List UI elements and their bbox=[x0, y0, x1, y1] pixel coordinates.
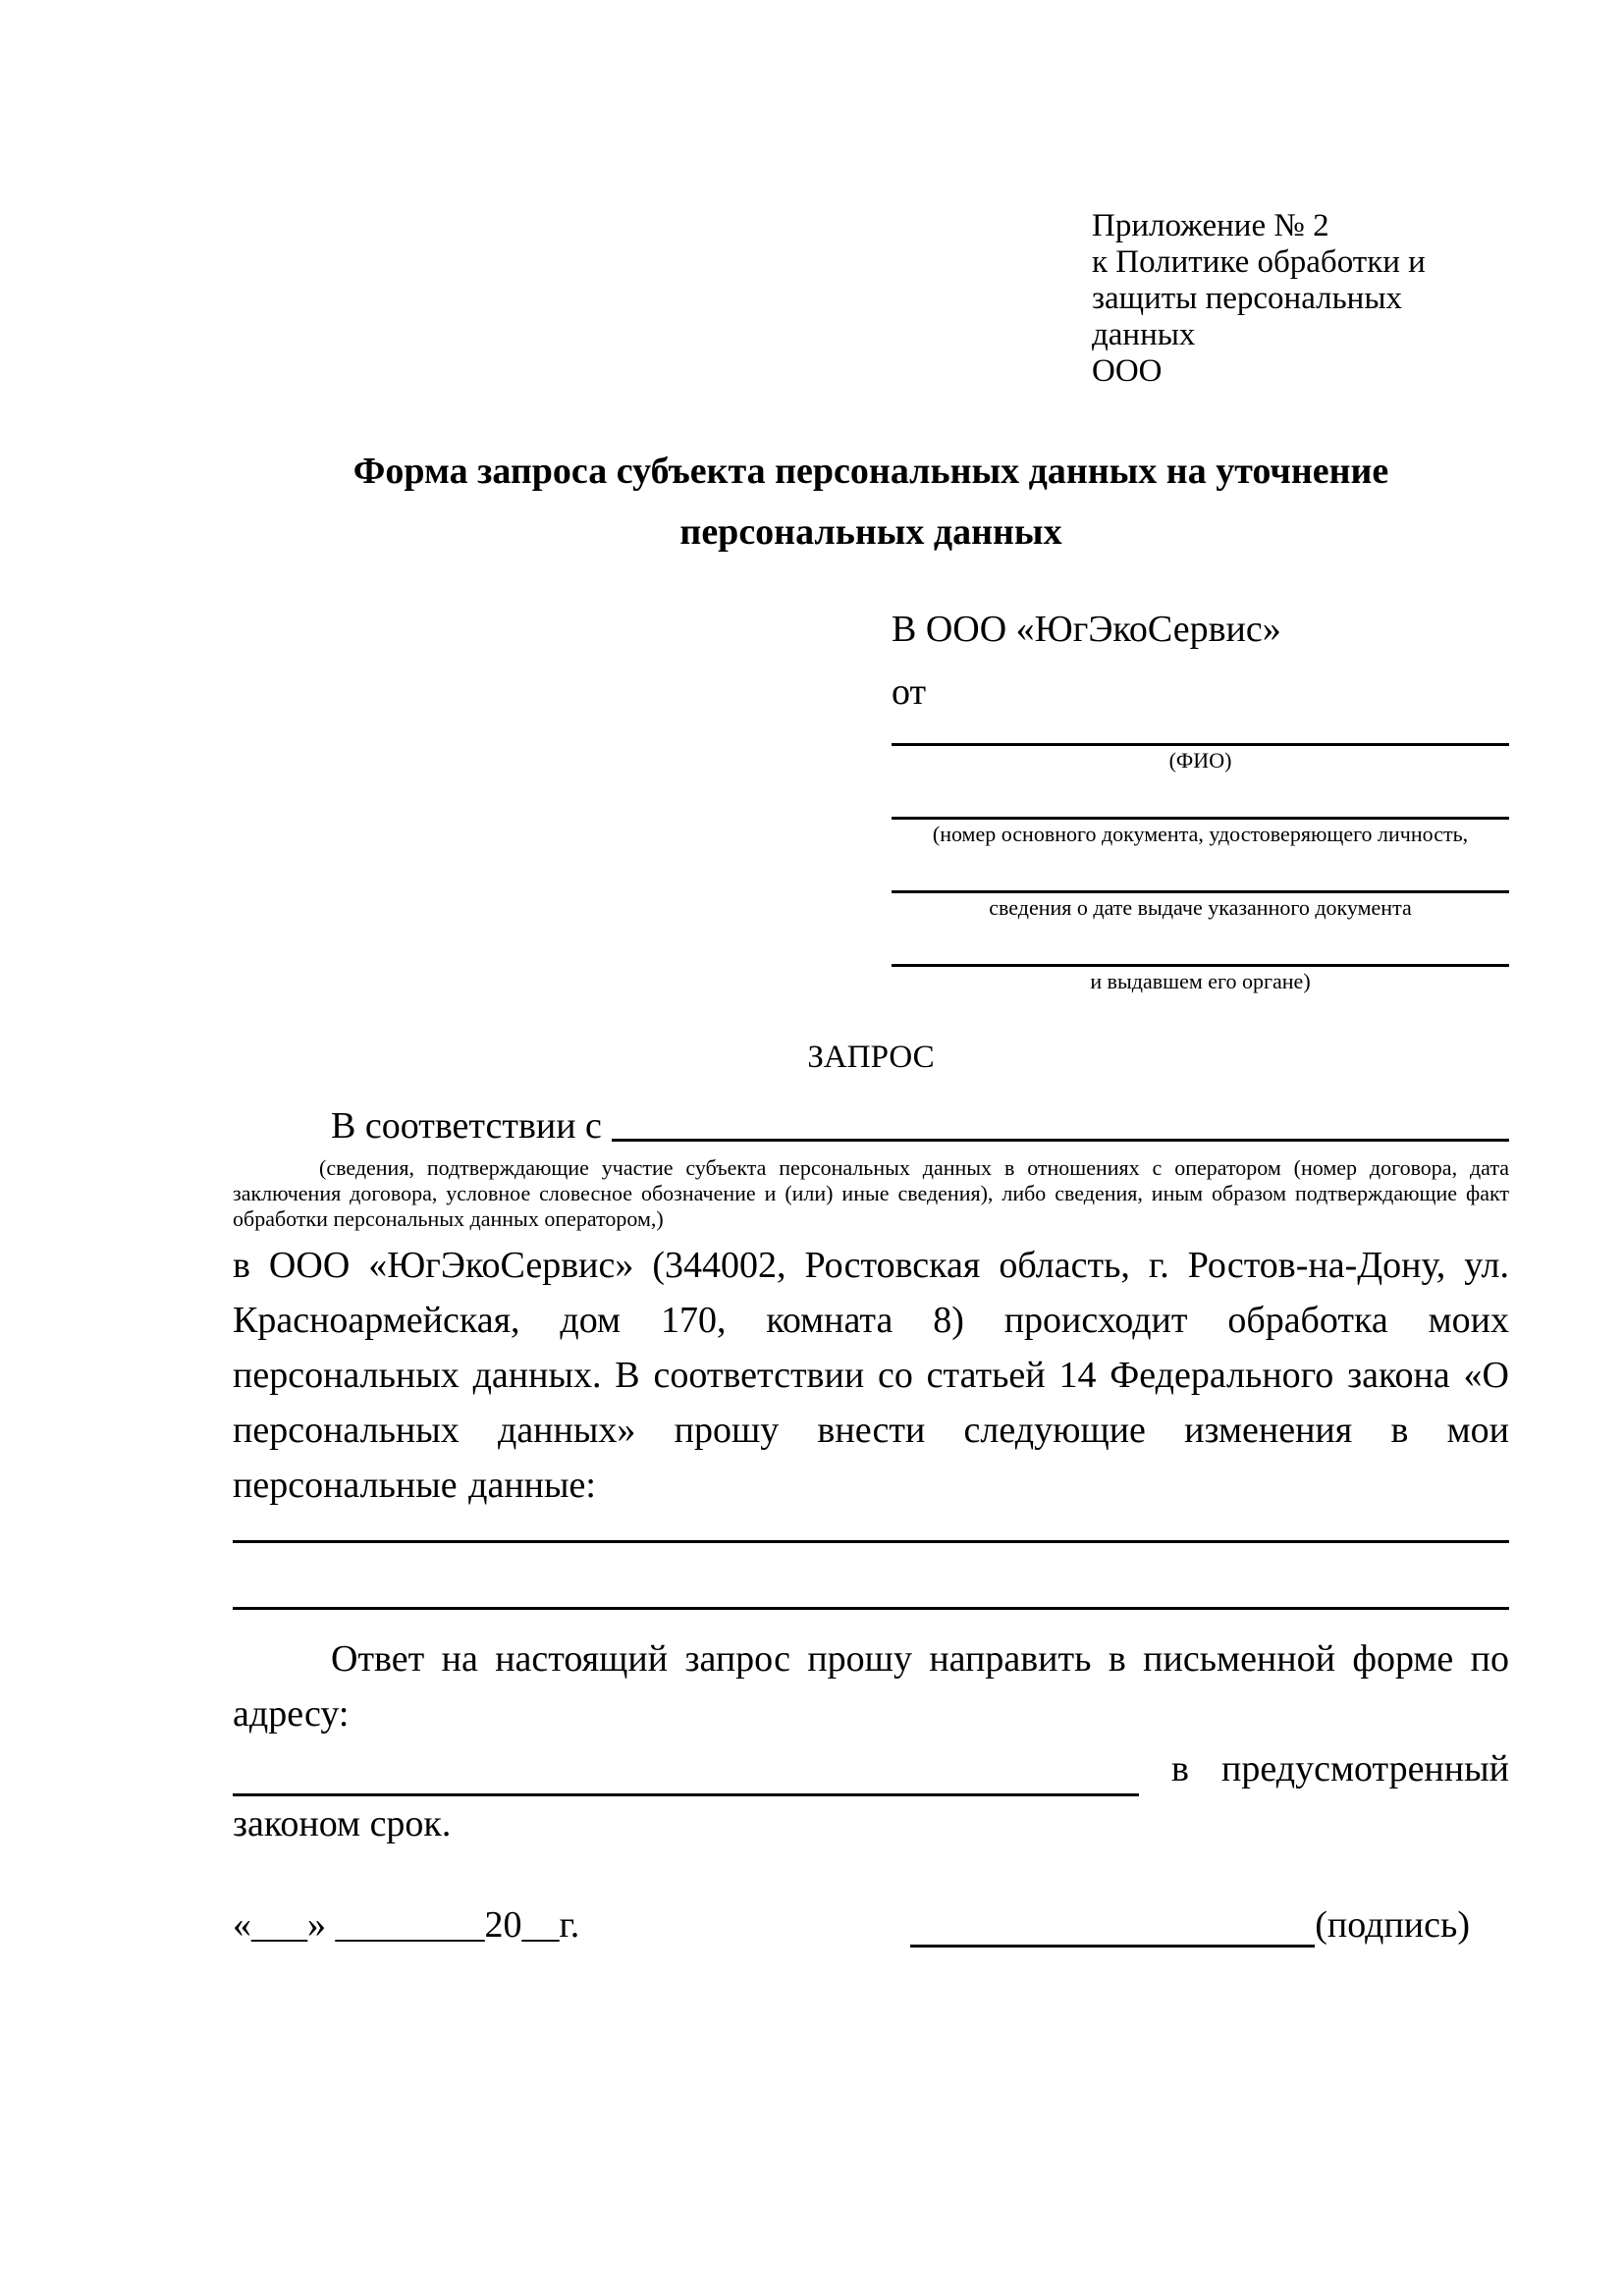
document-title: Форма запроса субъекта персональных данных на уточнение персональных данных bbox=[352, 451, 1389, 553]
appendix-line-3: защиты персональных данных bbox=[1092, 281, 1402, 352]
issuing-authority-field bbox=[892, 936, 1509, 994]
addressee-organization: В ООО «ЮгЭкоСервис» bbox=[892, 609, 1281, 650]
fio-field bbox=[892, 727, 1509, 774]
changes-blank-line-1[interactable] bbox=[233, 1540, 1509, 1543]
signature-blank-line[interactable] bbox=[910, 1909, 1315, 1948]
appendix-line-4: ООО bbox=[1092, 353, 1163, 389]
signature-group bbox=[910, 1902, 1470, 1948]
reply-closing-text: законом срок. bbox=[233, 1803, 452, 1844]
reply-word-v: в bbox=[1171, 1748, 1189, 1789]
accordance-lead-text: В соответствии с bbox=[331, 1105, 602, 1147]
accordance-blank-line[interactable] bbox=[612, 1104, 1509, 1142]
reply-request-text: Ответ на настоящий запрос прошу направить в письменной форме по адресу: bbox=[233, 1638, 1509, 1735]
issuing-authority-caption: и выдавшем его органе) bbox=[1090, 969, 1311, 993]
issue-date-caption: сведения о дате выдаче указанного документа bbox=[989, 895, 1412, 920]
date-field[interactable]: «___» ________20__г. bbox=[233, 1904, 580, 1946]
appendix-line-2: к Политике обработки и bbox=[1092, 244, 1426, 280]
document-number-caption: (номер основного документа, удостоверяющего личность, bbox=[932, 822, 1469, 846]
issue-date-field bbox=[892, 863, 1509, 921]
signature-caption: (подпись) bbox=[1315, 1904, 1470, 1946]
fio-blank-line[interactable] bbox=[892, 727, 1509, 746]
address-blank-line[interactable] bbox=[233, 1748, 1139, 1796]
addressee-from-label: от bbox=[892, 671, 927, 713]
document-number-blank-line[interactable] bbox=[892, 789, 1509, 820]
appendix-header bbox=[1092, 208, 1509, 390]
reply-word-predusmotrenny: предусмотренный bbox=[1221, 1748, 1509, 1789]
request-heading: ЗАПРОС bbox=[807, 1040, 935, 1075]
issuing-authority-blank-line[interactable] bbox=[892, 936, 1509, 967]
addressee-block bbox=[892, 610, 1509, 994]
date-signature-row bbox=[233, 1902, 1509, 1948]
accordance-footnote: (сведения, подтверждающие участие субъекта персональных данных в отношениях с оператором (номер договора, дата заключения договора, условное словесное обозначение и (или) иные сведения), либо сведения, иным образом подтверждающие факт обработки персональных данных оператором,) bbox=[233, 1155, 1509, 1231]
fio-caption: (ФИО) bbox=[1168, 748, 1232, 773]
body-paragraph: в ООО «ЮгЭкоСервис» (344002, Ростовская область, г. Ростов-на-Дону, ул. Красноармейская, дом 170, комната 8) происходит обработка моих персональных данных. В соответствии со статьей 14 Федерального закона «О персональных данных» прошу внести следующие изменения в мои персональные данные: bbox=[233, 1245, 1509, 1506]
issue-date-blank-line[interactable] bbox=[892, 863, 1509, 893]
document-number-field bbox=[892, 789, 1509, 847]
appendix-line-1: Приложение № 2 bbox=[1092, 208, 1329, 243]
accordance-row bbox=[233, 1104, 1509, 1148]
changes-blank-line-2[interactable] bbox=[233, 1607, 1509, 1610]
reply-address-row bbox=[233, 1741, 1509, 1796]
